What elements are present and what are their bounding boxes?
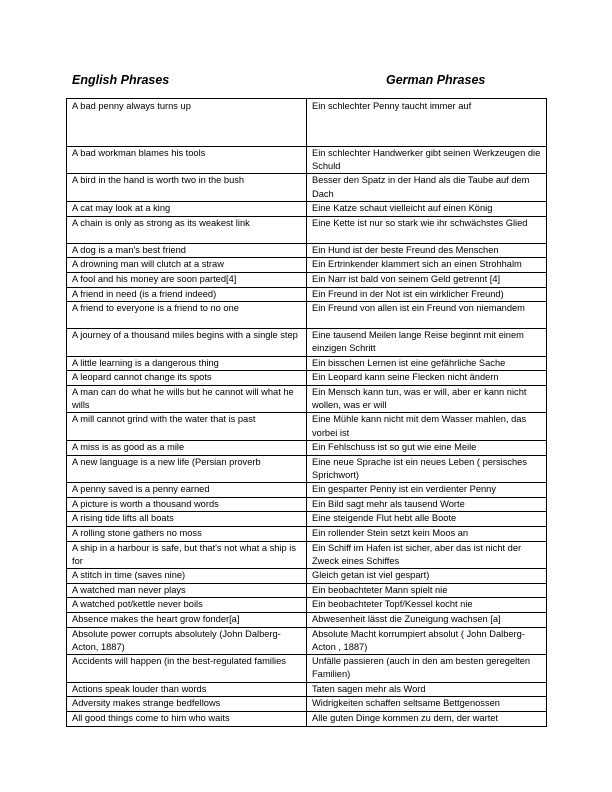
- english-phrase-cell: A bad workman blames his tools: [67, 147, 307, 174]
- german-phrase-cell: Eine Katze schaut vielleicht auf einen König: [307, 201, 547, 216]
- table-row: [67, 482, 547, 497]
- german-phrase-cell: Ein Narr ist bald von seinem Geld getrennt [4]: [307, 272, 547, 287]
- english-phrase-cell: A watched pot/kettle never boils: [67, 598, 307, 613]
- english-phrase-cell: A friend in need (is a friend indeed): [67, 287, 307, 302]
- german-phrase-cell: Besser den Spatz in der Hand als die Taube auf dem Dach: [307, 174, 547, 201]
- table-row: [67, 497, 547, 512]
- english-phrase-cell: A dog is a man's best friend: [67, 243, 307, 258]
- table-row: [67, 174, 547, 201]
- english-phrase-cell: A little learning is a dangerous thing: [67, 356, 307, 371]
- german-phrases-heading: German Phrases: [386, 73, 486, 87]
- table-row: [67, 302, 547, 329]
- german-phrase-cell: Ein beobachteter Mann spielt nie: [307, 583, 547, 598]
- english-phrase-cell: Absence makes the heart grow fonder[a]: [67, 613, 307, 628]
- table-row: [67, 216, 547, 243]
- german-phrase-cell: Ein Mensch kann tun, was er will, aber er kann nicht wollen, was er will: [307, 386, 547, 413]
- phrases-table: [66, 98, 547, 727]
- german-phrase-cell: Ein bisschen Lernen ist eine gefährliche Sache: [307, 356, 547, 371]
- english-phrase-cell: Accidents will happen (in the best-regulated families: [67, 655, 307, 682]
- german-phrase-cell: Ein Hund ist der beste Freund des Menschen: [307, 243, 547, 258]
- english-phrase-cell: A chain is only as strong as its weakest link: [67, 216, 307, 243]
- english-phrases-heading: English Phrases: [72, 73, 170, 87]
- german-phrase-cell: Absolute Macht korrumpiert absolut ( John Dalberg-Acton , 1887): [307, 627, 547, 654]
- table-row: [67, 569, 547, 584]
- table-row: [67, 598, 547, 613]
- english-phrase-cell: A ship in a harbour is safe, but that's not what a ship is for: [67, 541, 307, 568]
- table-row: [67, 329, 547, 356]
- english-phrase-cell: A man can do what he wills but he cannot will what he wills: [67, 386, 307, 413]
- english-phrase-cell: A picture is worth a thousand words: [67, 497, 307, 512]
- german-phrase-cell: Eine neue Sprache ist ein neues Leben ( persisches Sprichwort): [307, 455, 547, 482]
- german-phrase-cell: Ein schlechter Handwerker gibt seinen Werkzeugen die Schuld: [307, 147, 547, 174]
- table-row: [67, 413, 547, 440]
- table-row: [67, 440, 547, 455]
- german-phrase-cell: Ein Ertrinkender klammert sich an einen Strohhalm: [307, 258, 547, 273]
- english-phrase-cell: A rising tide lifts all boats: [67, 512, 307, 527]
- table-row: [67, 258, 547, 273]
- german-phrase-cell: Ein Schiff im Hafen ist sicher, aber das ist nicht der Zweck eines Schiffes: [307, 541, 547, 568]
- english-phrase-cell: A leopard cannot change its spots: [67, 371, 307, 386]
- german-phrase-cell: Ein Freund in der Not ist ein wirklicher Freund): [307, 287, 547, 302]
- english-phrase-cell: A stitch in time (saves nine): [67, 569, 307, 584]
- english-phrase-cell: A rolling stone gathers no moss: [67, 527, 307, 542]
- german-phrase-cell: Eine Kette ist nur so stark wie ihr schwächstes Glied: [307, 216, 547, 243]
- table-row: [67, 697, 547, 712]
- english-phrase-cell: A penny saved is a penny earned: [67, 482, 307, 497]
- table-row: [67, 627, 547, 654]
- german-phrase-cell: Ein Bild sagt mehr als tausend Worte: [307, 497, 547, 512]
- german-phrase-cell: Ein beobachteter Topf/Kessel kocht nie: [307, 598, 547, 613]
- english-phrase-cell: A bird in the hand is worth two in the bush: [67, 174, 307, 201]
- german-phrase-cell: Gleich getan ist viel gespart): [307, 569, 547, 584]
- table-row: [67, 201, 547, 216]
- german-phrase-cell: Widrigkeiten schaffen seltsame Bettgenossen: [307, 697, 547, 712]
- german-phrase-cell: Ein rollender Stein setzt kein Moos an: [307, 527, 547, 542]
- table-row: [67, 712, 547, 727]
- table-row: [67, 655, 547, 682]
- english-phrase-cell: A bad penny always turns up: [67, 99, 307, 147]
- table-row: [67, 371, 547, 386]
- table-row: [67, 243, 547, 258]
- german-phrase-cell: Eine steigende Flut hebt alle Boote: [307, 512, 547, 527]
- english-phrase-cell: A watched man never plays: [67, 583, 307, 598]
- german-phrase-cell: Ein Fehlschuss ist so gut wie eine Meile: [307, 440, 547, 455]
- english-phrase-cell: A miss is as good as a mile: [67, 440, 307, 455]
- table-row: [67, 583, 547, 598]
- english-phrase-cell: Actions speak louder than words: [67, 682, 307, 697]
- table-row: [67, 356, 547, 371]
- table-row: [67, 541, 547, 568]
- english-phrase-cell: Absolute power corrupts absolutely (John Dalberg-Acton, 1887): [67, 627, 307, 654]
- german-phrase-cell: Eine tausend Meilen lange Reise beginnt mit einem einzigen Schritt: [307, 329, 547, 356]
- english-phrase-cell: A cat may look at a king: [67, 201, 307, 216]
- english-phrase-cell: All good things come to him who waits: [67, 712, 307, 727]
- german-phrase-cell: Unfälle passieren (auch in den am besten geregelten Familien): [307, 655, 547, 682]
- table-row: [67, 99, 547, 147]
- english-phrase-cell: A drowning man will clutch at a straw: [67, 258, 307, 273]
- english-phrase-cell: A mill cannot grind with the water that is past: [67, 413, 307, 440]
- table-row: [67, 527, 547, 542]
- german-phrase-cell: Taten sagen mehr als Word: [307, 682, 547, 697]
- german-phrase-cell: Ein Leopard kann seine Flecken nicht ändern: [307, 371, 547, 386]
- german-phrase-cell: Ein Freund von allen ist ein Freund von niemandem: [307, 302, 547, 329]
- german-phrase-cell: Eine Mühle kann nicht mit dem Wasser mahlen, das vorbei ist: [307, 413, 547, 440]
- table-row: [67, 386, 547, 413]
- table-row: [67, 287, 547, 302]
- table-row: [67, 147, 547, 174]
- german-phrase-cell: Ein schlechter Penny taucht immer auf: [307, 99, 547, 147]
- table-row: [67, 613, 547, 628]
- german-phrase-cell: Ein gesparter Penny ist ein verdienter Penny: [307, 482, 547, 497]
- german-phrase-cell: Abwesenheit lässt die Zuneigung wachsen [a]: [307, 613, 547, 628]
- english-phrase-cell: A new language is a new life (Persian proverb: [67, 455, 307, 482]
- german-phrase-cell: Alle guten Dinge kommen zu dem, der wartet: [307, 712, 547, 727]
- table-row: [67, 682, 547, 697]
- english-phrase-cell: A fool and his money are soon parted[4]: [67, 272, 307, 287]
- table-row: [67, 512, 547, 527]
- table-row: [67, 272, 547, 287]
- english-phrase-cell: A journey of a thousand miles begins with a single step: [67, 329, 307, 356]
- table-row: [67, 455, 547, 482]
- english-phrase-cell: A friend to everyone is a friend to no one: [67, 302, 307, 329]
- english-phrase-cell: Adversity makes strange bedfellows: [67, 697, 307, 712]
